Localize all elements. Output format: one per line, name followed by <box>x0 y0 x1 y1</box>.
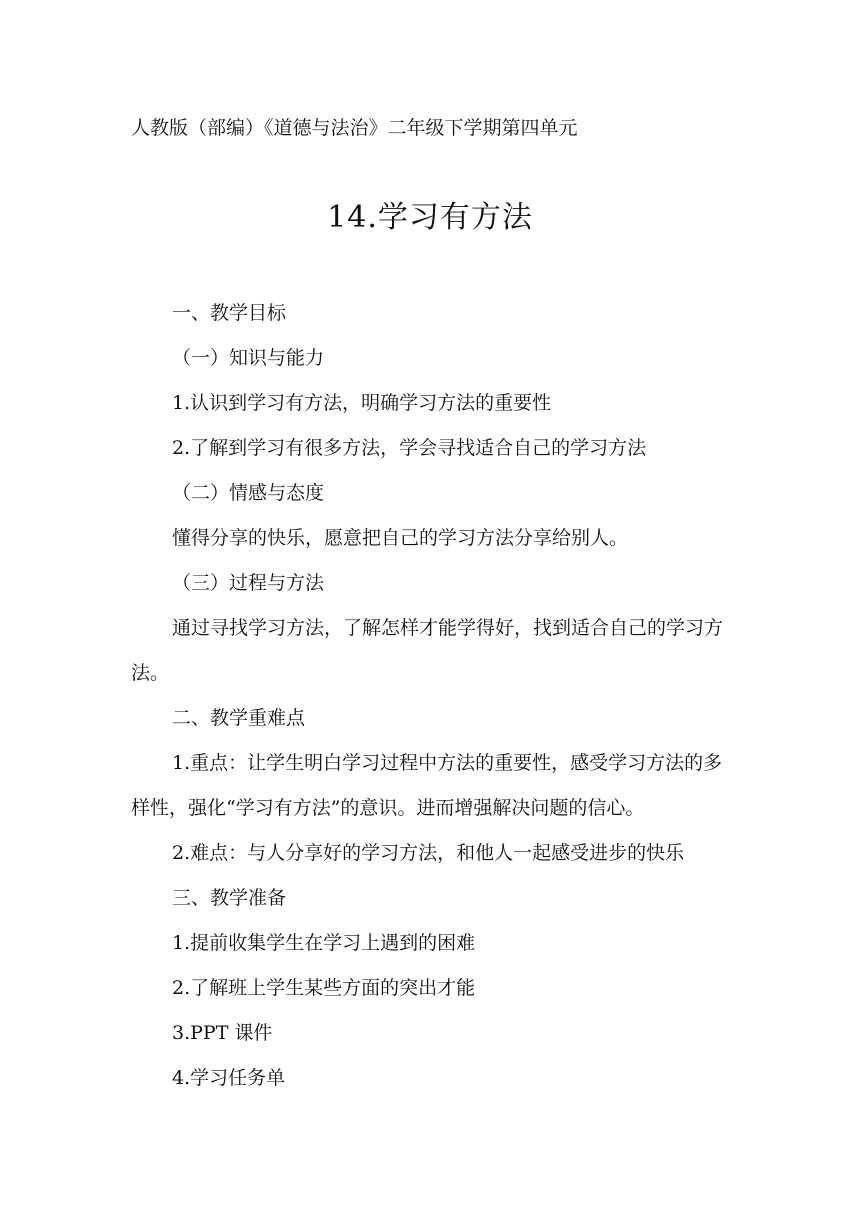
paragraph: 1.认识到学习有方法，明确学习方法的重要性 <box>172 392 552 414</box>
paragraph: 1.重点：让学生明白学习过程中方法的重要性，感受学习方法的多样性，强化“学习有方法”的意识。进而增强解决问题的信心。 <box>131 752 723 819</box>
paragraph: 通过寻找学习方法，了解怎样才能学得好，找到适合自己的学习方法。 <box>131 617 724 684</box>
list-item: 3.PPT 课件 <box>172 1022 273 1044</box>
paragraph: 懂得分享的快乐，愿意把自己的学习方法分享给别人。 <box>172 527 629 549</box>
section-heading-teaching-goals: 一、教学目标 <box>172 302 287 324</box>
subsection-heading-process-method: （三）过程与方法 <box>172 572 325 594</box>
list-item: 1.提前收集学生在学习上遇到的困难 <box>172 932 476 954</box>
list-item: 4.学习任务单 <box>172 1067 286 1089</box>
list-item: 2.了解班上学生某些方面的突出才能 <box>172 977 476 999</box>
paragraph: 2.难点：与人分享好的学习方法，和他人一起感受进步的快乐 <box>172 842 685 864</box>
document-title: 14.学习有方法 <box>327 200 533 235</box>
document-body <box>131 291 731 1101</box>
subsection-heading-knowledge-ability: （一）知识与能力 <box>172 347 325 369</box>
section-heading-key-difficult-points: 二、教学重难点 <box>172 707 306 729</box>
paragraph: 2.了解到学习有很多方法，学会寻找适合自己的学习方法 <box>172 437 647 459</box>
section-heading-teaching-preparation: 三、教学准备 <box>172 887 287 909</box>
document-header: 人教版（部编）《道德与法治》二年级下学期第四单元 <box>131 117 578 139</box>
subsection-heading-emotion-attitude: （二）情感与态度 <box>172 482 325 504</box>
